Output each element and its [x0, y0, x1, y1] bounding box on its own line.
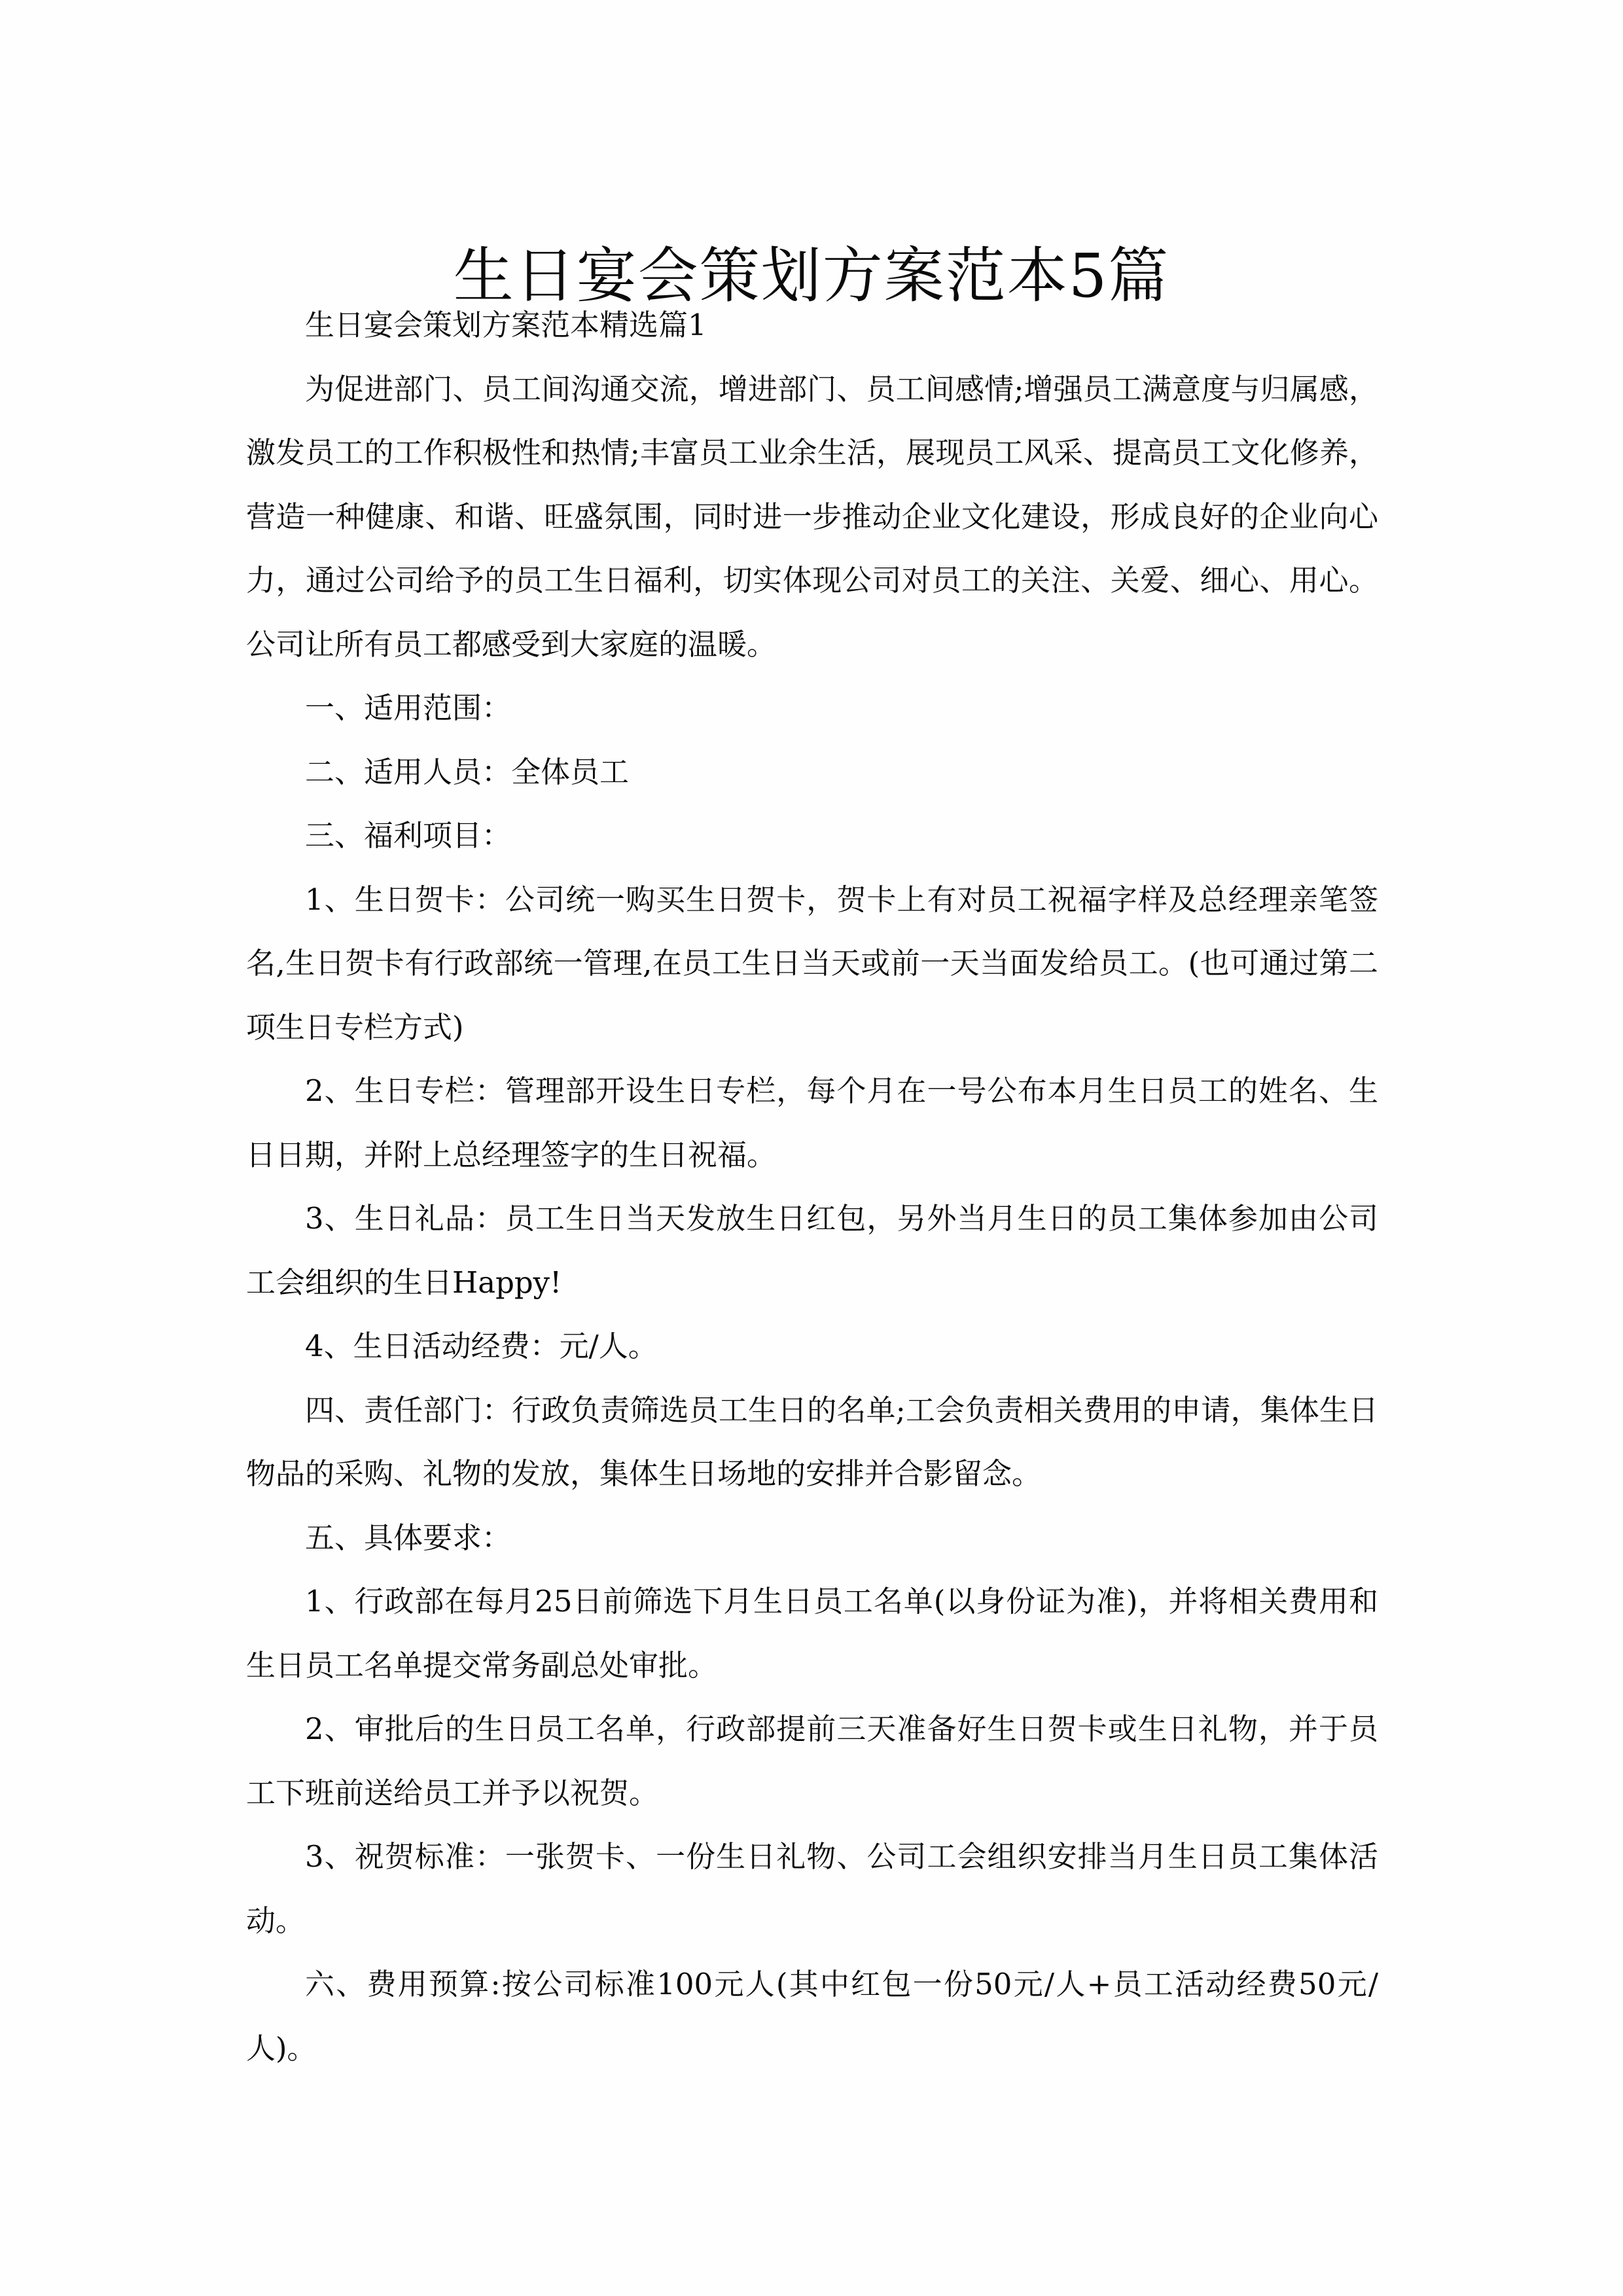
- benefit-item-birthday-card: 1、生日贺卡：公司统一购买生日贺卡，贺卡上有对员工祝福字样及总经理亲笔签名,生日贺卡有行政部统一管理,在员工生日当天或前一天当面发给员工。(也可通过第二项生日专栏方式): [246, 882, 1378, 1045]
- section-subtitle: 生日宴会策划方案范本精选篇1: [305, 308, 707, 342]
- intro-paragraph: 为促进部门、员工间沟通交流，增进部门、员工间感情;增强员工满意度与归属感，激发员工的工作积极性和热情;丰富员工业余生活，展现员工风采、提高员工文化修养，营造一种健康、和谐、旺盛氛围，同时进一步推动企业文化建设，形成良好的企业向心力，通过公司给予的员工生日福利，切实体现公司对员工的关注、关爱、细心、用心。公司让所有员工都感受到大家庭的温暖。: [246, 371, 1378, 662]
- section-heading-benefits: 三、福利项目：: [305, 818, 512, 853]
- document-title: 生日宴会策划方案范本5篇: [453, 240, 1170, 311]
- requirement-item-2: 2、审批后的生日员工名单，行政部提前三天准备好生日贺卡或生日礼物，并于员工下班前送给员工并予以祝贺。: [246, 1712, 1378, 1810]
- benefit-item-birthday-column: 2、生日专栏：管理部开设生日专栏，每个月在一号公布本月生日员工的姓名、生日日期，并附上总经理签字的生日祝福。: [246, 1073, 1378, 1172]
- document-body: [246, 293, 1378, 2080]
- section-responsible-department: 四、责任部门：行政负责筛选员工生日的名单;工会负责相关费用的申请，集体生日物品的采购、礼物的发放，集体生日场地的安排并合影留念。: [246, 1392, 1378, 1491]
- benefit-item-birthday-gift: 3、生日礼品：员工生日当天发放生日红包，另外当月生日的员工集体参加由公司工会组织的生日Happy!: [246, 1201, 1378, 1300]
- section-heading-applicable-staff: 二、适用人员：全体员工: [305, 754, 630, 789]
- section-cost-budget: 六、费用预算:按公司标准100元人(其中红包一份50元/人+员工活动经费50元/人)。: [246, 1967, 1378, 2066]
- requirement-item-3: 3、祝贺标准：一张贺卡、一份生日礼物、公司工会组织安排当月生日员工集体活动。: [246, 1839, 1378, 1938]
- section-heading-scope: 一、适用范围：: [305, 691, 512, 725]
- section-heading-requirements: 五、具体要求：: [305, 1520, 512, 1555]
- benefit-item-activity-budget: 4、生日活动经费：元/人。: [305, 1329, 658, 1363]
- requirement-item-1: 1、行政部在每月25日前筛选下月生日员工名单(以身份证为准)，并将相关费用和生日员工名单提交常务副总处审批。: [246, 1584, 1378, 1683]
